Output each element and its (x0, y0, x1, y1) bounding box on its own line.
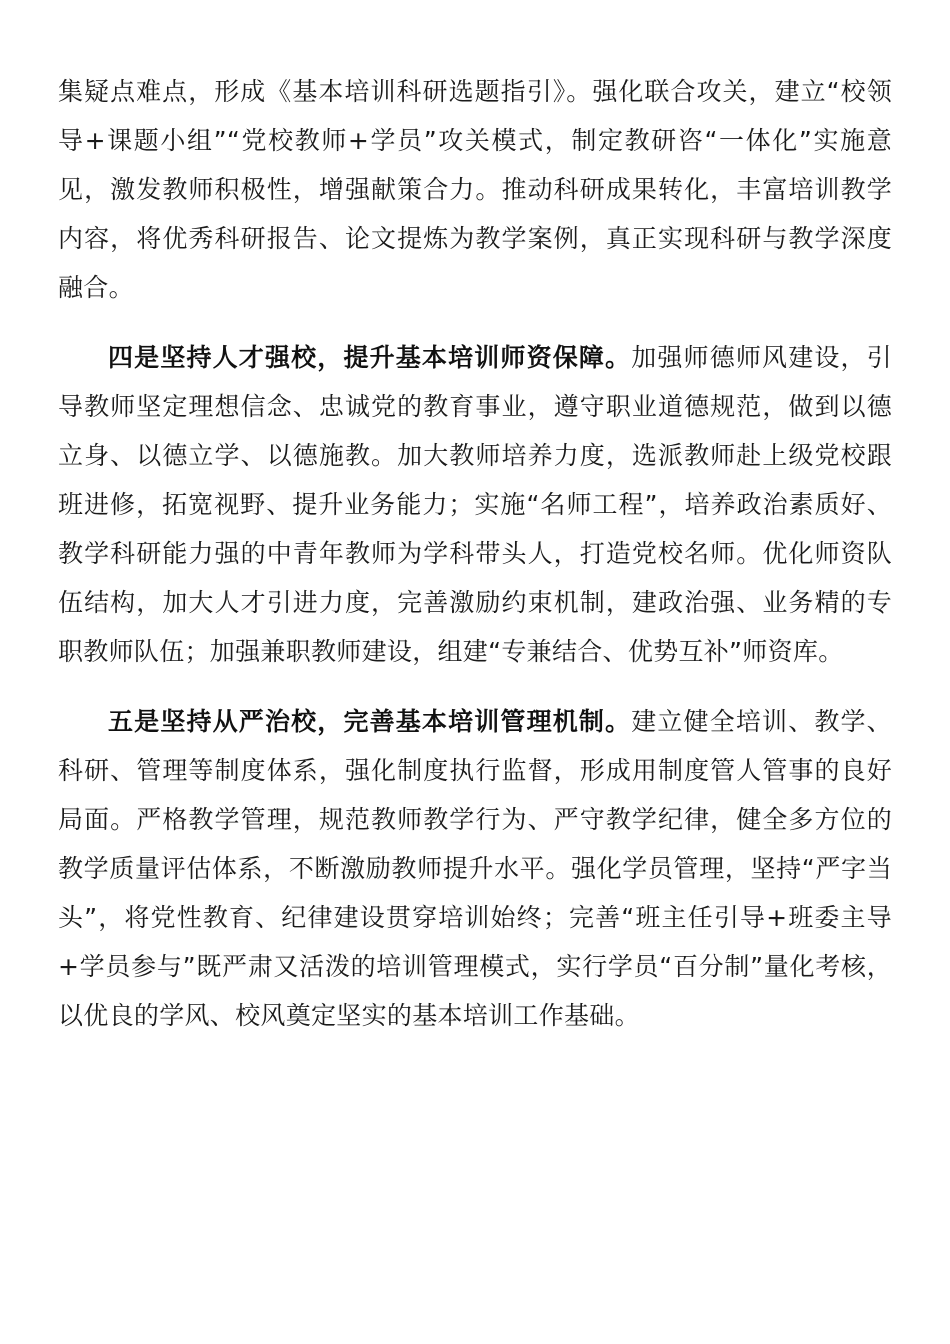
document-body (58, 67, 892, 1040)
paragraph-continuation (58, 67, 892, 312)
paragraph-management (58, 697, 892, 1040)
paragraph-talent (58, 333, 892, 676)
paragraph-text: 集疑点难点，形成《基本培训科研选题指引》。强化联合攻关，建立“校领导+课题小组”“党校教师+学员”攻关模式，制定教研咨“一体化”实施意见，激发教师积极性，增强献策合力。推动科研成果转化，丰富培训教学内容，将优秀科研报告、论文提炼为教学案例，真正实现科研与教学深度融合。 (58, 77, 892, 302)
paragraph-text: 建立健全培训、教学、科研、管理等制度体系，强化制度执行监督，形成用制度管人管事的良好局面。严格教学管理，规范教师教学行为、严守教学纪律，健全多方位的教学质量评估体系，不断激励教师提升水平。强化学员管理，坚持“严字当头”，将党性教育、纪律建设贯穿培训始终；完善“班主任引导+班委主导+学员参与”既严肃又活泼的培训管理模式，实行学员“百分制”量化考核，以优良的学风、校风奠定坚实的基本培训工作基础。 (58, 707, 892, 1030)
paragraph-heading: 五是坚持从严治校，完善基本培训管理机制。 (108, 707, 632, 736)
paragraph-text: 加强师德师风建设，引导教师坚定理想信念、忠诚党的教育事业，遵守职业道德规范，做到以德立身、以德立学、以德施教。加大教师培养力度，选派教师赴上级党校跟班进修，拓宽视野、提升业务能力；实施“名师工程”，培养政治素质好、教学科研能力强的中青年教师为学科带头人，打造党校名师。优化师资队伍结构，加大人才引进力度，完善激励约束机制，建政治强、业务精的专职教师队伍；加强兼职教师建设，组建“专兼结合、优势互补”师资库。 (58, 343, 892, 666)
paragraph-heading: 四是坚持人才强校，提升基本培训师资保障。 (108, 343, 632, 372)
